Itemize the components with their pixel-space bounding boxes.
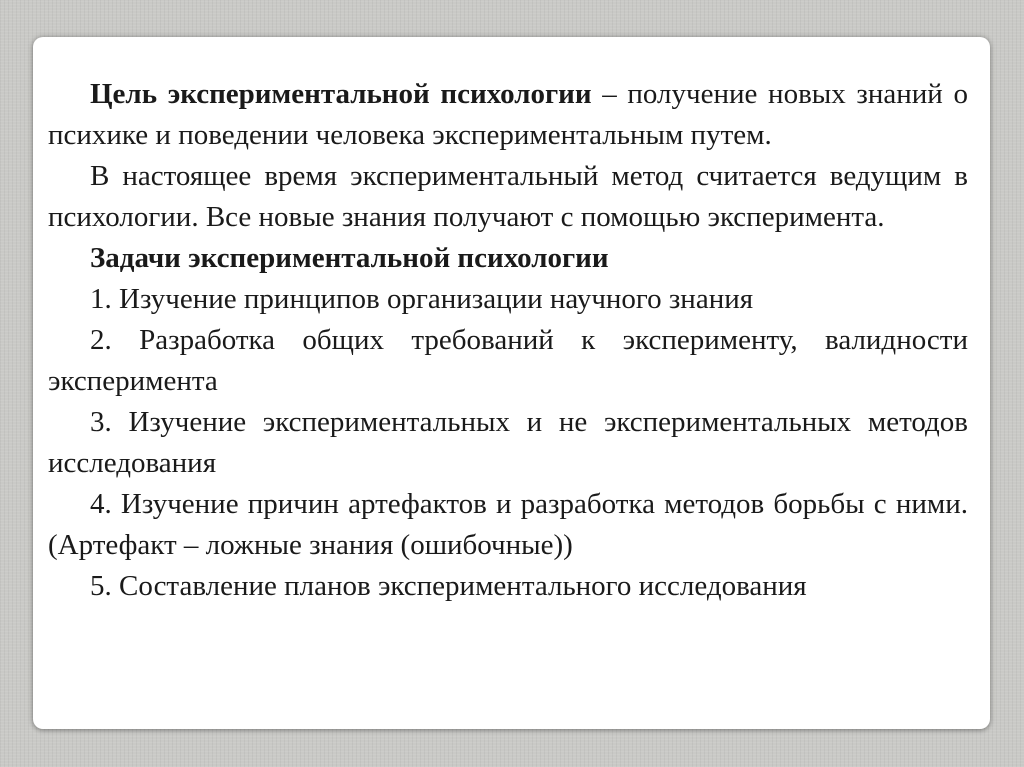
goal-paragraph (48, 74, 968, 156)
goal-text: – получение новых знаний о психике и поведении человека экспериментальным путем. (48, 78, 968, 151)
goal-term: Цель экспериментальной психологии (90, 78, 592, 110)
tasks-heading (48, 238, 968, 279)
task-item: 1. Изучение принципов организации научного знания (90, 283, 754, 315)
present-paragraph: В настоящее время экспериментальный метод считается ведущим в психологии. Все новые знания получают с помощью эксперимента. (48, 160, 968, 233)
tasks-heading-text: Задачи экспериментальной психологии (90, 242, 609, 274)
task-item: 2. Разработка общих требований к эксперименту, валидности эксперимента (48, 324, 968, 397)
task-item: 5. Составление планов экспериментального исследования (90, 570, 807, 602)
task-item: 4. Изучение причин артефактов и разработка методов борьбы с ними. (Артефакт – ложные знания (ошибочные)) (48, 488, 968, 561)
task-item: 3. Изучение экспериментальных и не экспериментальных методов исследования (48, 406, 968, 479)
slide-content (48, 74, 968, 607)
